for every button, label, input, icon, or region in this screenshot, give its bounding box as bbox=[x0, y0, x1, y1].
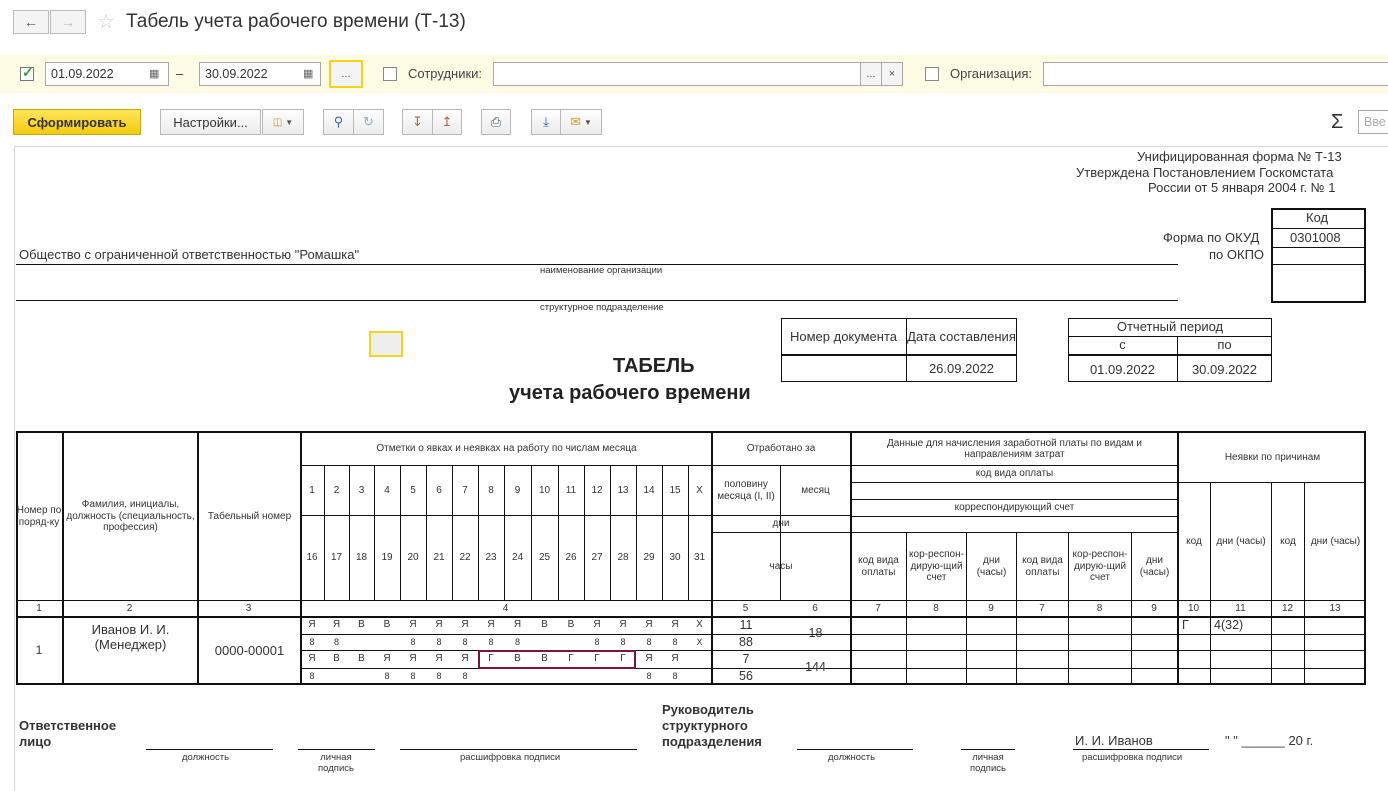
employees-label: Сотрудники: bbox=[408, 66, 483, 81]
head-position-caption: должность bbox=[828, 752, 876, 763]
find-button[interactable] bbox=[323, 109, 354, 135]
day-header: 6 bbox=[436, 484, 442, 496]
day-mark-cell bbox=[478, 668, 504, 685]
row-number: 1 bbox=[35, 643, 43, 658]
col-name-header: Фамилия, инициалы, должность (специальность, профессия) bbox=[66, 499, 195, 534]
cell-selection[interactable] bbox=[478, 650, 636, 669]
send-mail-button[interactable] bbox=[560, 109, 602, 135]
head-label-2: структурного bbox=[662, 718, 748, 733]
day-header: 31 bbox=[693, 552, 706, 564]
day-mark-cell: Я bbox=[461, 619, 469, 631]
col-pay-header: Данные для начисления заработной платы по видам и направлениям затрат bbox=[887, 437, 1142, 460]
dropdown-arrow-icon: ▼ bbox=[583, 117, 592, 127]
day-mark-cell: 8 bbox=[462, 636, 468, 647]
day-header: 10 bbox=[538, 484, 551, 496]
position-caption: должность bbox=[182, 752, 230, 763]
column-number: 7 bbox=[1039, 602, 1045, 614]
favorite-star-icon[interactable]: ☆ bbox=[97, 11, 115, 33]
day-header: 8 bbox=[488, 484, 494, 496]
day-mark-cell: Я bbox=[671, 619, 679, 631]
day-header: 14 bbox=[643, 484, 655, 496]
column-number: 8 bbox=[933, 602, 939, 614]
day-header: 3 bbox=[358, 484, 365, 496]
head-name: И. И. Иванов bbox=[1075, 733, 1153, 748]
half2-days: 7 bbox=[742, 651, 750, 666]
day-mark-cell bbox=[558, 668, 584, 685]
employees-field[interactable] bbox=[493, 62, 861, 86]
day-mark-cell: В bbox=[358, 619, 365, 631]
day-mark-cell: Я bbox=[593, 619, 601, 631]
day-header: 28 bbox=[617, 552, 629, 564]
day-mark-cell bbox=[531, 668, 558, 685]
column-number: 1 bbox=[36, 602, 42, 614]
download-icon: ⤓ bbox=[543, 114, 549, 129]
col-paycode-header: код вида оплаты bbox=[975, 468, 1054, 480]
day-header: 2 bbox=[333, 484, 340, 496]
period-from-header: с bbox=[1119, 337, 1126, 353]
day-header: 13 bbox=[617, 484, 629, 496]
day-mark-cell: X bbox=[696, 619, 703, 631]
day-mark-cell: Я bbox=[487, 619, 495, 631]
approved-text: Утверждена Постановлением Госкомстата bbox=[1076, 165, 1334, 180]
absence-days: 4(32) bbox=[1214, 617, 1244, 632]
column-number: 8 bbox=[1096, 602, 1103, 614]
search-repeat-icon: ↻ bbox=[363, 114, 374, 129]
check-icon: ✓ bbox=[22, 64, 34, 80]
unified-form-text: Унифицированная форма № Т-13 bbox=[1137, 149, 1342, 164]
forward-button[interactable] bbox=[50, 10, 86, 34]
col-month-header: месяц bbox=[801, 484, 830, 496]
expand-groups-button[interactable] bbox=[402, 109, 433, 135]
day-mark-cell: 8 bbox=[488, 636, 494, 647]
day-header: 27 bbox=[591, 552, 603, 564]
form-subtitle: учета рабочего времени bbox=[509, 382, 751, 404]
column-number: 4 bbox=[502, 602, 509, 614]
division-caption: структурное подразделение bbox=[540, 302, 664, 313]
col-tab-header: Табельный номер bbox=[207, 510, 292, 522]
day-mark-cell: В bbox=[541, 653, 548, 665]
day-header: 29 bbox=[643, 552, 655, 564]
date-from-value: 01.09.2022 bbox=[51, 67, 114, 81]
doc-date-header: Дата составления bbox=[907, 328, 1016, 344]
head-decode-caption: расшифровка подписи bbox=[1082, 752, 1183, 763]
day-mark-cell bbox=[688, 668, 711, 685]
day-mark-cell: Г bbox=[568, 653, 574, 665]
day-mark-cell: В bbox=[383, 619, 391, 631]
employees-choose-button[interactable]: ... bbox=[860, 62, 882, 86]
day-header: 30 bbox=[669, 552, 681, 564]
day-mark-cell: 8 bbox=[410, 671, 416, 682]
day-mark-cell: Я bbox=[513, 619, 522, 631]
doc-number-header: Номер документа bbox=[789, 328, 897, 344]
day-mark-cell bbox=[504, 668, 531, 685]
day-mark-cell: 8 bbox=[646, 671, 652, 682]
calendar-icon[interactable]: ▦ bbox=[149, 68, 160, 80]
employee-name: Иванов И. И. (Менеджер) bbox=[91, 622, 170, 652]
column-number: 11 bbox=[1235, 602, 1246, 614]
day-header: 17 bbox=[330, 552, 343, 564]
arrow-right-icon: → bbox=[61, 14, 75, 30]
column-number: 6 bbox=[812, 602, 818, 614]
day-mark-cell: Г bbox=[488, 653, 494, 665]
col-days-header: дни bbox=[772, 518, 790, 530]
print-button[interactable] bbox=[481, 109, 511, 135]
day-header: 4 bbox=[384, 484, 390, 496]
organization-label: Организация: bbox=[950, 66, 1033, 81]
day-mark-cell: В bbox=[567, 619, 575, 631]
month-hours: 144 bbox=[805, 660, 826, 675]
head-label-3: подразделения bbox=[662, 734, 762, 749]
period-to-value: 30.09.2022 bbox=[1191, 361, 1258, 377]
column-number: 2 bbox=[126, 602, 133, 614]
okud-value: 0301008 bbox=[1290, 230, 1341, 245]
column-number: 13 bbox=[1329, 602, 1341, 614]
half1-days: 11 bbox=[739, 617, 753, 632]
day-mark-cell bbox=[584, 668, 610, 685]
calendar-icon[interactable]: ▦ bbox=[303, 68, 314, 80]
absence-sub-header: дни (часы) bbox=[1310, 535, 1361, 547]
day-mark-cell: В bbox=[541, 619, 548, 631]
column-number: 7 bbox=[875, 602, 881, 614]
day-mark-cell bbox=[610, 668, 636, 685]
selected-cell[interactable] bbox=[369, 331, 403, 357]
window-title: Табель учета рабочего времени (Т-13) bbox=[126, 11, 466, 32]
find-next-button[interactable] bbox=[353, 109, 384, 135]
day-mark-cell: 8 bbox=[410, 636, 416, 647]
code-header: Код bbox=[1306, 210, 1329, 225]
period-select-button[interactable]: ... bbox=[329, 60, 363, 88]
absence-sub-header: код bbox=[1186, 535, 1202, 547]
absence-sub-header: дни (часы) bbox=[1216, 535, 1266, 547]
month-days: 18 bbox=[808, 625, 823, 640]
responsible-label-2: лицо bbox=[19, 734, 52, 749]
day-header: 18 bbox=[355, 552, 368, 564]
envelope-icon: ✉ bbox=[570, 114, 581, 129]
column-number: 12 bbox=[1281, 602, 1294, 614]
sum-icon[interactable]: Σ bbox=[1331, 111, 1344, 133]
doc-number-value bbox=[781, 357, 906, 381]
day-header: 7 bbox=[462, 484, 468, 496]
absence-sub-header: код bbox=[1280, 535, 1296, 547]
day-mark-cell: X bbox=[696, 636, 703, 647]
variants-button[interactable] bbox=[262, 109, 304, 135]
day-mark-cell: Я bbox=[308, 619, 316, 631]
day-mark-cell: Я bbox=[383, 653, 391, 665]
day-mark-cell: 8 bbox=[462, 671, 468, 682]
back-button[interactable] bbox=[13, 10, 49, 34]
absence-code: Г bbox=[1182, 617, 1189, 632]
collapse-icon: ↥ bbox=[441, 114, 453, 129]
day-header: 1 bbox=[309, 484, 315, 496]
pay-sub-header: кор-респон-дирую-щий счет bbox=[1072, 549, 1128, 584]
day-mark-cell: Я bbox=[435, 619, 443, 631]
tab-number: 0000-00001 bbox=[214, 642, 285, 658]
period-to-header: по bbox=[1217, 337, 1232, 353]
day-header: 15 bbox=[669, 484, 681, 496]
day-mark-cell bbox=[349, 668, 374, 685]
day-header: 9 bbox=[514, 484, 521, 496]
day-mark-cell: В bbox=[514, 653, 521, 665]
employees-clear-button[interactable]: × bbox=[881, 62, 903, 86]
col-hours-header: часы bbox=[769, 560, 793, 572]
day-mark-cell: Я bbox=[409, 653, 417, 665]
date-template: " " ______ 20 г. bbox=[1225, 733, 1314, 748]
day-mark-cell: 8 bbox=[646, 636, 652, 647]
column-number: 9 bbox=[1151, 602, 1157, 614]
col-half-header: половину месяца (I, II) bbox=[717, 479, 775, 502]
pay-sub-header: код вида оплаты bbox=[858, 555, 899, 578]
day-mark-cell: 8 bbox=[309, 636, 315, 647]
pay-sub-header: код вида оплаты bbox=[1022, 555, 1063, 578]
day-header: 21 bbox=[433, 552, 445, 564]
save-button[interactable] bbox=[531, 109, 561, 135]
arrow-left-icon: ← bbox=[24, 14, 38, 30]
day-mark-cell: Я bbox=[461, 653, 469, 665]
form-title: ТАБЕЛЬ bbox=[613, 355, 695, 377]
day-mark-cell bbox=[349, 634, 374, 650]
responsible-label: Ответственное bbox=[19, 718, 117, 733]
decode-caption: расшифровка подписи bbox=[460, 752, 561, 763]
head-label: Руководитель bbox=[662, 702, 754, 717]
expand-icon: ↧ bbox=[412, 114, 423, 129]
day-mark-cell: 8 bbox=[514, 636, 520, 647]
column-number: 9 bbox=[988, 602, 994, 614]
col-marks-header: Отметки о явках и неявках на работу по числам месяца bbox=[376, 443, 637, 455]
day-mark-cell: Я bbox=[332, 619, 341, 631]
day-header: 11 bbox=[565, 484, 577, 496]
day-mark-cell bbox=[688, 650, 711, 668]
day-header: 26 bbox=[565, 552, 577, 564]
day-mark-cell bbox=[531, 634, 558, 650]
column-number: 10 bbox=[1187, 602, 1200, 614]
pay-sub-header: дни (часы) bbox=[1139, 555, 1170, 578]
settings-button[interactable]: Настройки... bbox=[160, 109, 261, 135]
day-header: 12 bbox=[591, 484, 603, 496]
day-mark-cell: 8 bbox=[672, 671, 678, 682]
day-header: 25 bbox=[538, 552, 551, 564]
half2-hours: 56 bbox=[739, 669, 753, 684]
search-icon: ⚲ bbox=[333, 114, 344, 129]
day-mark-cell: 8 bbox=[309, 671, 315, 682]
day-mark-cell: Г bbox=[620, 653, 626, 665]
day-mark-cell: Г bbox=[594, 653, 600, 665]
date-to-value: 30.09.2022 bbox=[205, 67, 268, 81]
head-signature-caption: личная подпись bbox=[970, 752, 1006, 774]
day-mark-cell: Я bbox=[435, 653, 443, 665]
day-mark-cell: Я bbox=[409, 619, 417, 631]
day-mark-cell: Я bbox=[645, 619, 653, 631]
pay-sub-header: дни (часы) bbox=[976, 555, 1007, 578]
okud-label: Форма по ОКУД bbox=[1163, 230, 1260, 245]
col-absence-header: Неявки по причинам bbox=[1224, 451, 1321, 463]
day-header: 22 bbox=[459, 552, 471, 564]
col-number-header: Номер по поряд-ку bbox=[16, 505, 62, 528]
day-mark-cell: 8 bbox=[333, 636, 339, 647]
column-number: 3 bbox=[245, 602, 252, 614]
day-mark-cell: Я bbox=[619, 619, 627, 631]
day-mark-cell: 8 bbox=[620, 636, 626, 647]
dropdown-arrow-icon: ▼ bbox=[285, 117, 294, 127]
organization-name: Общество с ограниченной ответственностью "Ромашка" bbox=[19, 247, 360, 262]
day-mark-cell: В bbox=[358, 653, 365, 665]
okpo-label: по ОКПО bbox=[1209, 247, 1265, 262]
period-from-value: 01.09.2022 bbox=[1089, 361, 1156, 377]
collapse-groups-button[interactable] bbox=[432, 109, 462, 135]
day-mark-cell: Я bbox=[671, 653, 679, 665]
column-number: 5 bbox=[742, 602, 749, 614]
organization-caption: наименование организации bbox=[540, 265, 663, 276]
day-mark-cell: 8 bbox=[594, 636, 600, 647]
day-mark-cell bbox=[324, 668, 349, 685]
day-header: 20 bbox=[407, 552, 419, 564]
day-mark-cell: В bbox=[333, 653, 340, 665]
day-mark-cell: 8 bbox=[436, 636, 442, 647]
day-mark-cell: Я bbox=[308, 653, 316, 665]
clipboard-icon: ◫ bbox=[272, 116, 283, 128]
period-header: Отчетный период bbox=[1116, 319, 1224, 335]
day-mark-cell: 8 bbox=[384, 671, 390, 682]
date-dash: – bbox=[176, 66, 184, 81]
decree-text: России от 5 января 2004 г. № 1 bbox=[1148, 180, 1336, 195]
day-header: 16 bbox=[306, 552, 318, 564]
generate-button[interactable]: Сформировать bbox=[13, 109, 141, 135]
day-header: X bbox=[696, 484, 703, 496]
col-worked-header: Отработано за bbox=[746, 443, 816, 455]
day-mark-cell: 8 bbox=[436, 671, 442, 682]
day-header: 24 bbox=[511, 552, 524, 564]
signature-caption: личная подпись bbox=[318, 752, 354, 774]
day-mark-cell bbox=[374, 634, 400, 650]
doc-date-value: 26.09.2022 bbox=[928, 360, 995, 376]
day-mark-cell: Я bbox=[645, 653, 653, 665]
day-header: 5 bbox=[410, 484, 416, 496]
day-header: 19 bbox=[381, 552, 393, 564]
pay-sub-header: кор-респон-дирую-щий счет bbox=[909, 549, 964, 584]
col-account-header: корреспондирующий счет bbox=[954, 502, 1075, 514]
half1-hours: 88 bbox=[739, 634, 753, 649]
day-header: 23 bbox=[485, 552, 497, 564]
organization-field[interactable] bbox=[1043, 62, 1388, 86]
employees-checkbox[interactable] bbox=[383, 67, 397, 81]
day-mark-cell: 8 bbox=[672, 636, 678, 647]
printer-icon: ⎙ bbox=[490, 114, 502, 129]
sum-field[interactable]: Вве bbox=[1358, 110, 1388, 134]
period-checkbox[interactable] bbox=[20, 64, 34, 81]
day-mark-cell bbox=[558, 634, 584, 650]
organization-checkbox[interactable] bbox=[925, 67, 939, 81]
